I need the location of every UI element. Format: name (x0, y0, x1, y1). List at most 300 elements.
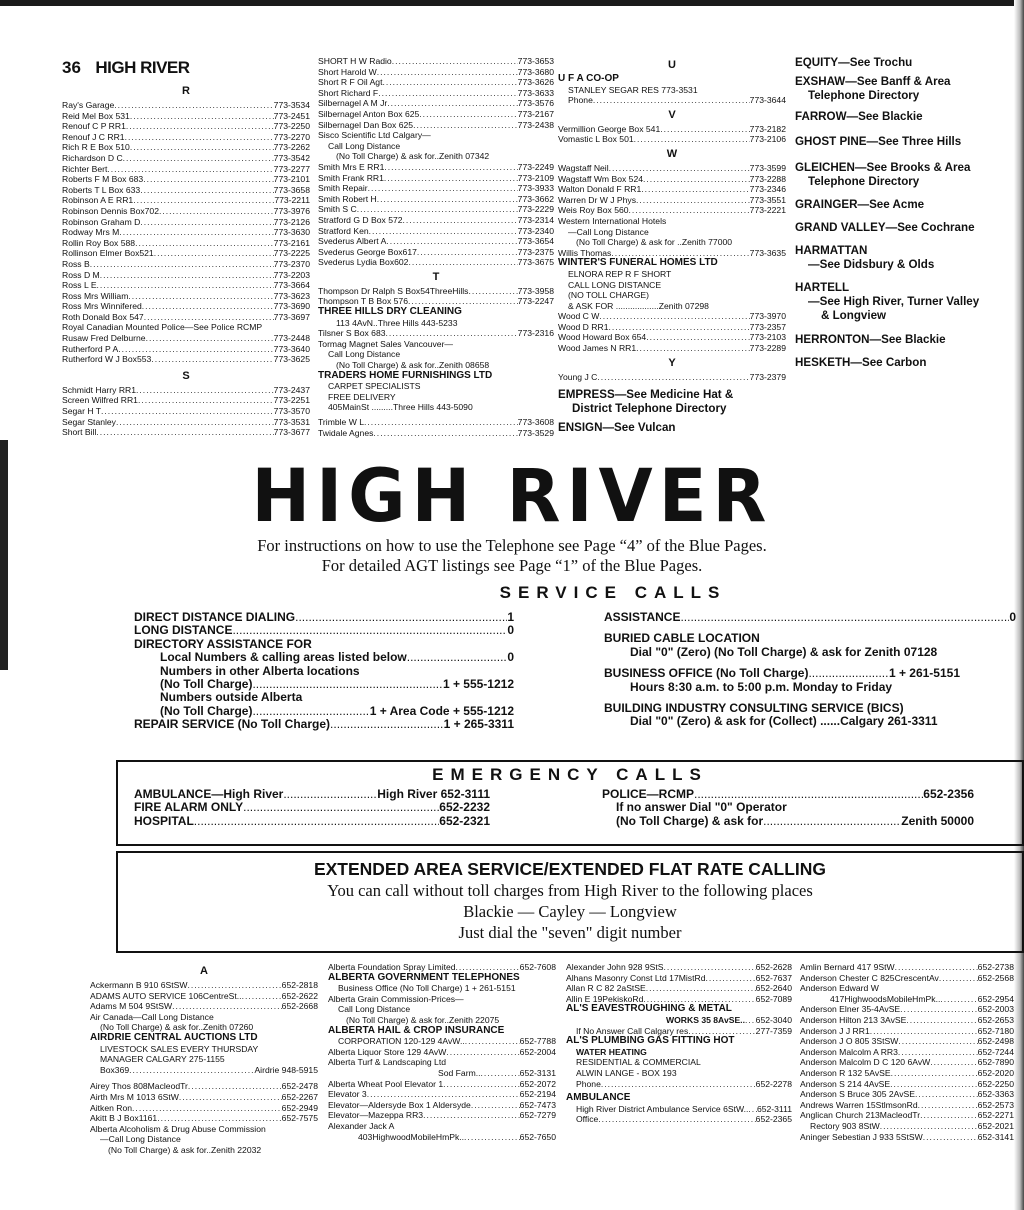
leader-dots (646, 332, 749, 343)
entry-phone: 773-2106 (749, 134, 786, 145)
directory-entry (328, 1110, 556, 1121)
fire-alarm-line: FIRE ALARM ONLY ..... 652-2232 (134, 801, 490, 814)
entry-name: Roth Donald Box 547 (62, 311, 144, 322)
entry-name: Akitt B J Box1161 (90, 1113, 158, 1124)
listing-group-b2 (328, 1047, 556, 1058)
entry-name: Wood James N RR1 (558, 343, 637, 354)
see-references-column (795, 56, 1020, 375)
directory-entry (62, 385, 310, 396)
directory-entry (318, 162, 554, 173)
willis-listing: Willis Thomas ..... 773-3635 (558, 248, 786, 259)
entry-name: Anderson J J RR1 (800, 1025, 870, 1036)
entry-phone: 652-7473 (519, 1099, 556, 1110)
entry-phone: 652-2020 (977, 1067, 1014, 1078)
entry-phone: 773-2203 (273, 269, 310, 280)
tormag-listing: Tormag Magnet Sales Vancouver— (318, 338, 454, 349)
entry-phone: 773-3599 (749, 162, 786, 173)
leader-dots (608, 322, 749, 333)
entry-name: Rich R E Box 510 (62, 142, 130, 153)
police-no-answer: If no answer Dial "0" Operator (616, 800, 787, 815)
entry-name: Short Bill (62, 427, 97, 438)
gleichen-reference: GLEICHEN—See Brooks & Area Telephone Directory (795, 161, 971, 188)
entry-phone: 773-3958 (517, 285, 554, 296)
leader-dots (456, 962, 520, 973)
anderson-edward: Anderson Edward W (800, 983, 879, 994)
leader-dots (123, 153, 274, 164)
entry-phone: 773-2247 (517, 296, 554, 307)
leader-dots (705, 973, 755, 984)
entry-name: Robinson Graham D (62, 216, 141, 227)
service-left (134, 611, 514, 732)
directory-entry (62, 354, 310, 365)
directory-entry (566, 962, 792, 973)
entry-name: Short R F Oil Agt (318, 77, 383, 88)
entry-phone: 773-2250 (273, 121, 310, 132)
section-letter-a: A (200, 965, 208, 977)
entry-phone: 773-3675 (517, 257, 554, 268)
western-line-2: (No Toll Charge) & ask for ..Zenith 77000 (576, 237, 733, 248)
entry-phone: 773-2182 (749, 123, 786, 134)
leader-dots (188, 1081, 282, 1092)
entry-phone: 773-2161 (273, 237, 310, 248)
leader-dots (126, 121, 274, 132)
entry-name: Anderson Chester C 825CrescentAv (800, 972, 939, 983)
business-hours: Hours 8:30 a.m. to 5:00 p.m. Monday to Friday (630, 679, 893, 694)
entry-phone: 773-3633 (517, 87, 554, 98)
leader-dots (906, 1015, 977, 1026)
leader-dots (386, 328, 518, 339)
entry-name: Schmidt Harry RR1 (62, 384, 137, 395)
entry-name: Aninger Sebestian J 933 5StSW (800, 1131, 923, 1142)
entry-phone: 773-3576 (517, 98, 554, 109)
als-plumbing: AL'S PLUMBING GAS FITTING HOT (566, 1035, 735, 1047)
entry-name: Roberts F M Box 683 (62, 174, 144, 185)
leader-dots (97, 280, 274, 291)
listing-group-d3 (800, 1132, 1014, 1143)
entry-name: Smith Mrs E RR1 (318, 161, 385, 172)
page-top-edge (0, 0, 1024, 6)
directory-entry (62, 395, 310, 406)
leader-dots (930, 1057, 977, 1068)
entry-phone: 652-7089 (755, 993, 792, 1004)
directory-entry (318, 183, 554, 194)
leader-dots (413, 120, 518, 131)
ambulance-listing: AMBULANCE (566, 1092, 631, 1104)
leader-dots (423, 1110, 520, 1121)
page-number: 36 (62, 58, 81, 77)
entry-name: Rollinson Elmer Box521 (62, 248, 154, 259)
directory-entry (558, 163, 786, 174)
bics-heading: BUILDING INDUSTRY CONSULTING SERVICE (BICS) (604, 701, 904, 716)
listing-group-v (558, 124, 786, 145)
directory-entry (62, 206, 310, 217)
ddd-line: DIRECT DISTANCE DIALING ..... 1 (134, 611, 514, 624)
directory-entry (800, 1057, 1014, 1068)
directory-entry (800, 1026, 1014, 1037)
entry-phone: 652-2072 (519, 1078, 556, 1089)
listing-group-c1 (566, 962, 792, 1004)
entry-name: Roberts T L Box 633 (62, 184, 141, 195)
leader-dots (151, 354, 273, 365)
directory-entry (90, 1081, 318, 1092)
section-letter-t: T (432, 270, 440, 283)
airdrie-line-2: LIVESTOCK SALES EVERY THURSDAY (100, 1043, 259, 1054)
entry-phone: 773-2289 (749, 343, 786, 354)
entry-phone: 652-3141 (977, 1131, 1014, 1142)
directory-entry (62, 333, 310, 344)
listing-group-a1 (90, 980, 318, 1012)
extended-area-places: Blackie — Cayley — Longview (463, 902, 677, 921)
directory-entry (318, 67, 554, 78)
entry-name: Allan R C 82 2aStSE (566, 983, 646, 994)
listing-column-1 (62, 82, 310, 438)
emergency-left (134, 788, 490, 828)
leader-dots (377, 67, 518, 78)
bottom-column-1 (90, 962, 318, 1156)
directory-entry (62, 132, 310, 143)
entry-phone: 652-2622 (281, 990, 318, 1001)
directory-entry (800, 1089, 1014, 1100)
entry-phone: 773-2229 (517, 204, 554, 215)
directory-entry (62, 344, 310, 355)
leader-dots (364, 417, 518, 428)
leader-dots (368, 183, 518, 194)
directory-entry (318, 109, 554, 120)
leader-dots (629, 205, 750, 216)
entry-phone: 773-2167 (517, 108, 554, 119)
entry-name: Renouf C P RR1 (62, 121, 126, 132)
entry-name: Warren Dr W J Phys (558, 194, 636, 205)
emergency-calls-box (116, 760, 1024, 846)
entry-name: Anderson R 132 5AvSE (800, 1067, 891, 1078)
leader-dots (895, 962, 978, 973)
entry-phone: 773-3640 (273, 343, 310, 354)
leader-dots (939, 973, 978, 984)
agt-listing: ALBERTA GOVERNMENT TELEPHONES (328, 971, 520, 983)
entry-name: Elevator 3 (328, 1089, 367, 1100)
leader-dots (114, 100, 273, 111)
entry-name: Ross B (62, 258, 90, 269)
directory-entry (328, 962, 556, 973)
directory-entry (62, 238, 310, 249)
western-hotels: Western International Hotels (558, 215, 667, 226)
airdrie-line-3: MANAGER CALGARY 275-1155 (100, 1054, 225, 1065)
directory-entry (62, 312, 310, 323)
traders-line-3: 405MainSt .........Three Hills 443-5090 (328, 402, 473, 413)
entry-phone: 773-2346 (749, 184, 786, 195)
airdrie-phone: Box369 ..... Airdrie 948-5915 (90, 1065, 318, 1076)
airdrie-auctions: AIRDRIE CENTRAL AUCTIONS LTD (90, 1031, 258, 1043)
herronton-reference: HERRONTON—See Blackie (795, 333, 946, 346)
leader-dots (609, 163, 750, 174)
entry-phone: 773-2126 (273, 216, 310, 227)
leader-dots (636, 343, 750, 354)
entry-phone: 773-3570 (273, 406, 310, 417)
leader-dots (96, 427, 273, 438)
als-plumbing-4: ALWIN LANGE - BOX 193 (576, 1067, 677, 1078)
directory-entry (62, 270, 310, 281)
entry-name: Vomastic L Box 501 (558, 134, 634, 145)
entry-phone: 773-2316 (517, 328, 554, 339)
directory-entry (800, 1036, 1014, 1047)
leader-dots (377, 194, 518, 205)
entry-name: Andrews Warren 15StlmsonRd (800, 1099, 918, 1110)
listing-group-t (318, 286, 554, 307)
als-plumbing-3: RESIDENTIAL & COMMERCIAL (576, 1057, 701, 1068)
traders-line-2: FREE DELIVERY (328, 391, 396, 402)
leader-dots (133, 195, 274, 206)
leader-dots (172, 1001, 282, 1012)
directory-entry (800, 962, 1014, 973)
entry-phone: 773-3970 (749, 311, 786, 322)
hail-insurance: ALBERTA HAIL & CROP INSURANCE (328, 1024, 505, 1036)
listing-group-s (62, 385, 310, 438)
entry-name: Segar H T (62, 406, 102, 417)
directory-entry (62, 280, 310, 291)
police-line: POLICE—RCMP ..... 652-2356 (602, 788, 974, 801)
leader-dots (107, 164, 273, 175)
entry-name: Smith Robert H (318, 193, 377, 204)
directory-entry (318, 120, 554, 131)
leader-dots (384, 173, 518, 184)
entry-name: Stratford Ken (318, 225, 369, 236)
entry-name: Richter Bert (62, 163, 108, 174)
entry-phone: 773-2375 (517, 246, 554, 257)
section-letter-v: V (668, 108, 676, 121)
extended-area-line-1: You can call without toll charges from High River to the following places (327, 881, 813, 900)
alexander-jack: Alexander Jack A (328, 1120, 395, 1131)
entry-name: Alberta Liquor Store 129 4AvW (328, 1046, 447, 1057)
entry-name: Wagstaff Neil (558, 162, 609, 173)
entry-phone: 773-2438 (517, 119, 554, 130)
directory-entry (318, 257, 554, 268)
directory-entry (62, 174, 310, 185)
entry-phone: 773-2251 (273, 395, 310, 406)
leader-dots (143, 174, 273, 185)
entry-phone: 773-3654 (517, 236, 554, 247)
listing-group-y (558, 372, 786, 383)
leader-dots (408, 257, 517, 268)
leader-dots (634, 134, 750, 145)
entry-name: Elevator—Mazeppa RR3 (328, 1110, 424, 1121)
entry-phone: 652-2250 (977, 1078, 1014, 1089)
assistance-line: ASSISTANCE ..... 0 (604, 611, 1016, 624)
entry-phone: 652-7890 (977, 1057, 1014, 1068)
alcoholism-line-2: —Call Long Distance (100, 1134, 181, 1145)
directory-entry (62, 227, 310, 238)
winters-line-3: (NO TOLL CHARGE) (568, 290, 650, 301)
leader-dots (382, 77, 517, 88)
directory-entry (558, 195, 786, 206)
entry-name: Elevator—Aldersyde Box 1 Aldersyde (328, 1099, 471, 1110)
sisco-listing: Sisco Scientific Ltd Calgary— (318, 130, 431, 141)
business-office-line: BUSINESS OFFICE (No Toll Charge) ..... 1 + 261-5151 (604, 667, 960, 680)
entry-name: Anderson Hilton 213 3AvSE (800, 1014, 907, 1025)
ufa-co-op: U F A CO-OP (558, 73, 619, 84)
entry-phone: 773-2370 (273, 258, 310, 269)
listing-group-a2 (90, 1081, 318, 1123)
leader-dots (118, 344, 273, 355)
leader-dots (146, 333, 274, 344)
directory-entry (62, 121, 310, 132)
extended-area-title: EXTENDED AREA SERVICE/EXTENDED FLAT RATE CALLING (313, 859, 827, 879)
entry-name: Robinson A E RR1 (62, 195, 134, 206)
directory-entry (318, 286, 554, 297)
entry-phone: 773-2225 (273, 248, 310, 259)
alcoholism-line-3: (No Toll Charge) & ask for..Zenith 22032 (108, 1144, 262, 1155)
western-line-1: —Call Long Distance (568, 226, 649, 237)
directory-entry (566, 973, 792, 984)
leader-dots (898, 1036, 977, 1047)
listing-column-2 (318, 56, 554, 438)
entry-name: Amlin Bernard 417 9StW (800, 962, 895, 972)
directory-entry (558, 343, 786, 354)
directory-entry (800, 1068, 1014, 1079)
entry-name: Richardson D C (62, 152, 123, 163)
section-letter-r: R (182, 85, 190, 97)
entry-phone: 773-3542 (273, 152, 310, 163)
als-plumbing-2: WATER HEATING (576, 1046, 647, 1057)
entry-phone: 652-2640 (755, 983, 792, 994)
entry-phone: 652-2478 (281, 1081, 318, 1092)
directory-entry (558, 174, 786, 185)
als-eavestroughing: AL'S EAVESTROUGHING & METAL (566, 1003, 732, 1015)
entry-phone: 773-2270 (273, 131, 310, 142)
entry-name: Stratford G D Box 572 (318, 214, 403, 225)
entry-name: Young J C (558, 371, 598, 382)
entry-name: Adams M 504 9StSW (90, 1001, 173, 1012)
leader-dots (403, 215, 518, 226)
entry-name: Reid Mel Box 531 (62, 110, 130, 121)
grain-line-2: Call Long Distance (338, 1004, 411, 1015)
entry-phone: 652-2194 (519, 1089, 556, 1100)
entry-name: Alexander John 928 9StS (566, 962, 664, 972)
tormag-long-distance: Call Long Distance (328, 349, 401, 360)
directory-entry (62, 291, 310, 302)
leader-dots (157, 1113, 281, 1124)
directory-entry (318, 173, 554, 184)
entry-phone: 652-7608 (519, 962, 556, 972)
entry-phone: 773-3531 (273, 416, 310, 427)
leader-dots (125, 132, 274, 143)
directory-entry (800, 1004, 1014, 1015)
entry-name: Silbernagel A M Jr (318, 98, 388, 109)
entry-phone: 773-3653 (517, 56, 554, 66)
listing-group-smith (318, 162, 554, 268)
air-canada-listing: Air Canada—Call Long Distance (90, 1011, 214, 1022)
leader-dots (417, 247, 518, 258)
instructions-line-1: For instructions on how to use the Telephone see Page “4” of the Blue Pages. (257, 536, 767, 555)
traders-line-1: CARPET SPECIALISTS (328, 381, 421, 392)
three-hills-dry-cleaning: THREE HILLS DRY CLEANING (318, 306, 462, 318)
entry-phone: 773-3677 (273, 427, 310, 438)
entry-name: Anderson J O 805 3StSW (800, 1036, 899, 1047)
entry-name: Wagstaff Wm Box 524 (558, 173, 644, 184)
entry-name: Twidale Agnes (318, 427, 374, 438)
leader-dots (187, 980, 281, 991)
directory-entry (318, 417, 554, 428)
listing-group-b1 (328, 962, 556, 973)
leader-dots (138, 395, 274, 406)
ufa-phone: Phone ..... 773-3644 (558, 95, 786, 106)
leader-dots (597, 372, 749, 383)
directory-entry (558, 372, 786, 383)
entry-name: Ross Mrs William (62, 290, 129, 301)
entry-phone: 773-3697 (273, 311, 310, 322)
entry-name: Airey Thos 808MacleodTr (90, 1081, 188, 1092)
turf-landscaping: Alberta Turf & Landscaping Ltd (328, 1057, 447, 1068)
directory-entry (318, 428, 554, 439)
leader-dots (101, 406, 274, 417)
entry-phone: 773-3625 (273, 354, 310, 365)
directory-entry (90, 980, 318, 991)
anglican-rectory: Rectory 903 8StW ..... 652-2021 (800, 1121, 1014, 1132)
listing-group-r (62, 100, 310, 322)
anglican-church: Anglican Church 213MacleodTr ..... 652-2271 (800, 1110, 1014, 1121)
directory-assistance-heading: DIRECTORY ASSISTANCE FOR (134, 636, 312, 651)
entry-name: Vermillion George Box 541 (558, 123, 661, 134)
entry-name: Rutherford W J Box553 (62, 354, 152, 365)
entry-name: SHORT H W Radio (318, 56, 392, 66)
bottom-column-4 (800, 962, 1014, 1142)
hospital-line: HOSPITAL ..... 652-2321 (134, 815, 490, 828)
leader-dots (636, 195, 750, 206)
entry-phone: 652-7279 (519, 1110, 556, 1121)
leader-dots (663, 962, 755, 973)
section-letter-s: S (182, 369, 190, 382)
entry-phone: 773-3664 (273, 280, 310, 291)
entry-name: Rusaw Fred Delburne (62, 333, 146, 344)
entry-name: Anderson S 214 4AvSE (800, 1078, 891, 1089)
directory-entry (62, 185, 310, 196)
leader-dots (179, 1092, 282, 1103)
leader-dots (891, 1068, 978, 1079)
directory-entry (62, 406, 310, 417)
ambulance-line: AMBULANCE—High River ..... High River 652-3111 (134, 788, 490, 801)
leader-dots (643, 174, 750, 185)
entry-name: Wood D RR1 (558, 321, 609, 332)
entry-phone: 773-2249 (517, 161, 554, 172)
leader-dots (890, 1079, 978, 1090)
directory-entry (318, 236, 554, 247)
leader-dots (119, 227, 273, 238)
entry-phone: 773-3551 (749, 194, 786, 205)
directory-entry (62, 259, 310, 270)
directory-entry (558, 205, 786, 216)
turf-phone: Sod Farm.. ..... 652-3131 (328, 1068, 556, 1079)
air-canada-zenith: (No Toll Charge) & ask for..Zenith 07260 (100, 1022, 254, 1033)
directory-entry (558, 322, 786, 333)
entry-phone: 652-2003 (977, 1004, 1014, 1015)
entry-phone: 652-7637 (755, 972, 792, 983)
directory-entry (318, 88, 554, 99)
bottom-column-3 (566, 962, 792, 1125)
leader-dots (641, 184, 749, 195)
entry-name: Silbernagel Anton Box 625 (318, 108, 420, 119)
directory-entry (558, 311, 786, 322)
listing-group-d2 (800, 1004, 1014, 1110)
leader-dots (378, 88, 517, 99)
directory-entry (800, 1079, 1014, 1090)
entry-phone: 773-2379 (749, 371, 786, 382)
directory-entry (318, 98, 554, 109)
ambulance-phone: High River District Ambulance Service 6StW.. ..... 652-3111 (566, 1104, 792, 1115)
leader-dots (384, 162, 517, 173)
empress-reference: EMPRESS—See Medicine Hat & (558, 388, 734, 402)
entry-name: Thompson T B Box 576 (318, 296, 408, 307)
leader-dots (154, 248, 274, 259)
entry-phone: 773-2451 (273, 110, 310, 121)
